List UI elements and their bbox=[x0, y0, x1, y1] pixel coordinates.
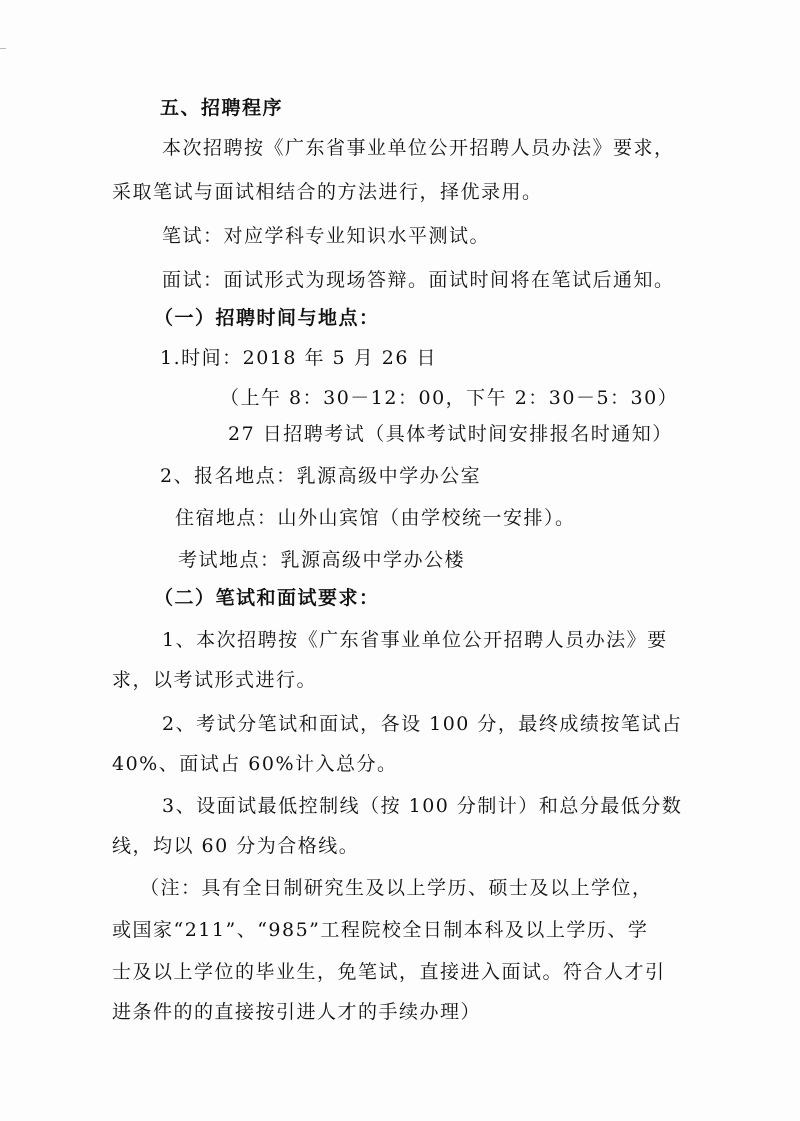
section-title: 五、招聘程序 bbox=[160, 97, 284, 119]
requirement-2-line-1: 2、考试分笔试和面试，各设 100 分，最终成绩按笔试占 bbox=[162, 713, 683, 735]
lodging-location: 住宿地点：山外山宾馆（由学校统一安排）。 bbox=[175, 507, 576, 529]
requirement-1-line-2: 求，以考试形式进行。 bbox=[112, 669, 318, 691]
subsection-title-exam-requirements: （二）笔试和面试要求： bbox=[154, 587, 380, 609]
registration-location: 2、报名地点：乳源高级中学办公室 bbox=[160, 465, 482, 487]
requirement-3-line-1: 3、设面试最低控制线（按 100 分制计）和总分最低分数 bbox=[162, 795, 683, 817]
scan-edge-mark bbox=[0, 48, 6, 49]
subsection-title-time-location: （一）招聘时间与地点： bbox=[154, 307, 380, 329]
intro-line-1: 本次招聘按《广东省事业单位公开招聘人员办法》要求， bbox=[162, 137, 675, 159]
note-line-4: 进条件的的直接按引进人才的手续办理） bbox=[112, 1001, 482, 1023]
note-line-1: （注：具有全日制研究生及以上学历、硕士及以上学位， bbox=[140, 877, 653, 899]
requirement-1-line-1: 1、本次招聘按《广东省事业单位公开招聘人员办法》要 bbox=[162, 629, 668, 651]
registration-hours: （上午 8：30－12：00，下午 2：30－5：30） bbox=[220, 387, 679, 409]
intro-line-2: 采取笔试与面试相结合的方法进行，择优录用。 bbox=[112, 181, 543, 203]
exam-location: 考试地点：乳源高级中学办公楼 bbox=[178, 549, 466, 571]
note-line-3: 士及以上学位的毕业生，免笔试，直接进入面试。符合人才引 bbox=[112, 961, 666, 983]
exam-day: 27 日招聘考试（具体考试时间安排报名时通知） bbox=[228, 423, 673, 445]
interview-paragraph: 面试：面试形式为现场答辩。面试时间将在笔试后通知。 bbox=[162, 269, 675, 291]
recruitment-time: 1.时间：2018 年 5 月 26 日 bbox=[160, 347, 437, 369]
note-line-2: 或国家“211”、“985”工程院校全日制本科及以上学历、学 bbox=[112, 919, 649, 941]
written-exam-paragraph: 笔试：对应学科专业知识水平测试。 bbox=[162, 225, 491, 247]
requirement-2-line-2: 40%、面试占 60%计入总分。 bbox=[112, 753, 398, 775]
requirement-3-line-2: 线，均以 60 分为合格线。 bbox=[112, 835, 360, 857]
